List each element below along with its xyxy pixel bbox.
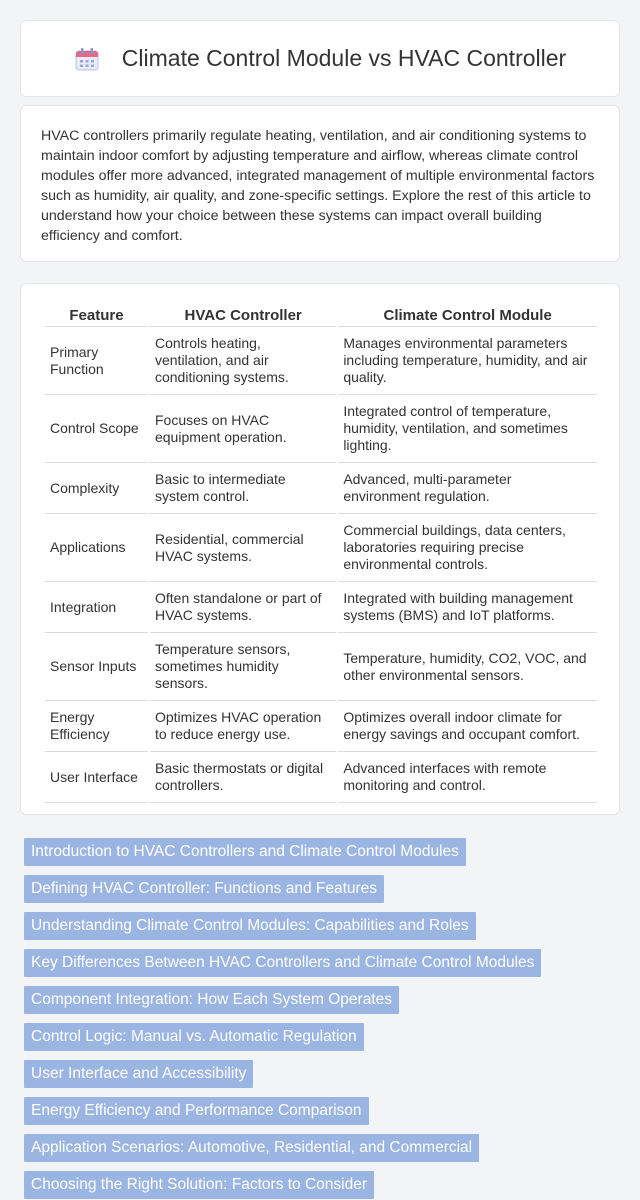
table-row [45,633,597,701]
hvac-cell: Temperature sensors, sometimes humidity sensors. [150,633,336,701]
ccm-cell: Optimizes overall indoor climate for energy savings and occupant comfort. [338,701,597,752]
topic-links [24,838,624,1200]
topic-link[interactable]: Component Integration: How Each System Operates [24,986,399,1014]
topic-link[interactable]: Application Scenarios: Automotive, Residential, and Commercial [24,1134,479,1162]
feature-cell: Energy Efficiency [45,701,148,752]
feature-cell: Primary Function [45,327,148,395]
page-title: Climate Control Module vs HVAC Controller [121,45,567,71]
header-hvac-controller: HVAC Controller [150,304,336,327]
hvac-cell: Basic to intermediate system control. [150,463,336,514]
header-card [20,20,620,97]
ccm-cell: Manages environmental parameters including temperature, humidity, and air quality. [338,327,597,395]
table-row [45,514,597,582]
table-row [45,463,597,514]
ccm-cell: Advanced interfaces with remote monitoring and control. [338,752,597,803]
ccm-cell: Advanced, multi-parameter environment regulation. [338,463,597,514]
feature-cell: Control Scope [45,395,148,463]
intro-card [20,105,620,262]
table-row [45,752,597,803]
topic-link[interactable]: Control Logic: Manual vs. Automatic Regulation [24,1023,364,1051]
hvac-cell: Optimizes HVAC operation to reduce energy use. [150,701,336,752]
topic-link[interactable]: Introduction to HVAC Controllers and Climate Control Modules [24,838,466,866]
feature-cell: Applications [45,514,148,582]
ccm-cell: Integrated with building management systems (BMS) and IoT platforms. [338,582,597,633]
topic-link[interactable]: Defining HVAC Controller: Functions and Features [24,875,384,903]
table-row [45,327,597,395]
intro-paragraph: HVAC controllers primarily regulate heating, ventilation, and air conditioning systems to maintain indoor comfort by adjusting temperature and airflow, whereas climate control modules offer more advanced, integrated management of multiple environmental factors such as humidity, air quality, and zone-specific settings. Explore the rest of this article to understand how your choice between these systems can impact overall building efficiency and comfort. [41,128,595,244]
feature-cell: Integration [45,582,148,633]
feature-cell: Sensor Inputs [45,633,148,701]
comparison-table [43,304,599,803]
header-climate-control-module: Climate Control Module [338,304,597,327]
hvac-cell: Controls heating, ventilation, and air conditioning systems. [150,327,336,395]
ccm-cell: Commercial buildings, data centers, laboratories requiring precise environmental controls. [338,514,597,582]
ccm-cell: Temperature, humidity, CO2, VOC, and other environmental sensors. [338,633,597,701]
hvac-cell: Basic thermostats or digital controllers. [150,752,336,803]
hvac-cell: Residential, commercial HVAC systems. [150,514,336,582]
table-header-row [45,304,597,327]
hvac-cell: Often standalone or part of HVAC systems. [150,582,336,633]
table-row [45,582,597,633]
calendar-icon [74,46,100,72]
title-wrap [74,45,566,72]
ccm-cell: Integrated control of temperature, humidity, ventilation, and sometimes lighting. [338,395,597,463]
header-feature: Feature [45,304,148,327]
comparison-table-card [20,283,620,815]
feature-cell: Complexity [45,463,148,514]
feature-cell: User Interface [45,752,148,803]
table-row [45,701,597,752]
hvac-cell: Focuses on HVAC equipment operation. [150,395,336,463]
topic-link[interactable]: Choosing the Right Solution: Factors to Consider [24,1171,374,1199]
table-row [45,395,597,463]
topic-link[interactable]: Energy Efficiency and Performance Comparison [24,1097,369,1125]
topic-link[interactable]: Key Differences Between HVAC Controllers and Climate Control Modules [24,949,541,977]
topic-link[interactable]: User Interface and Accessibility [24,1060,253,1088]
topic-link[interactable]: Understanding Climate Control Modules: Capabilities and Roles [24,912,476,940]
